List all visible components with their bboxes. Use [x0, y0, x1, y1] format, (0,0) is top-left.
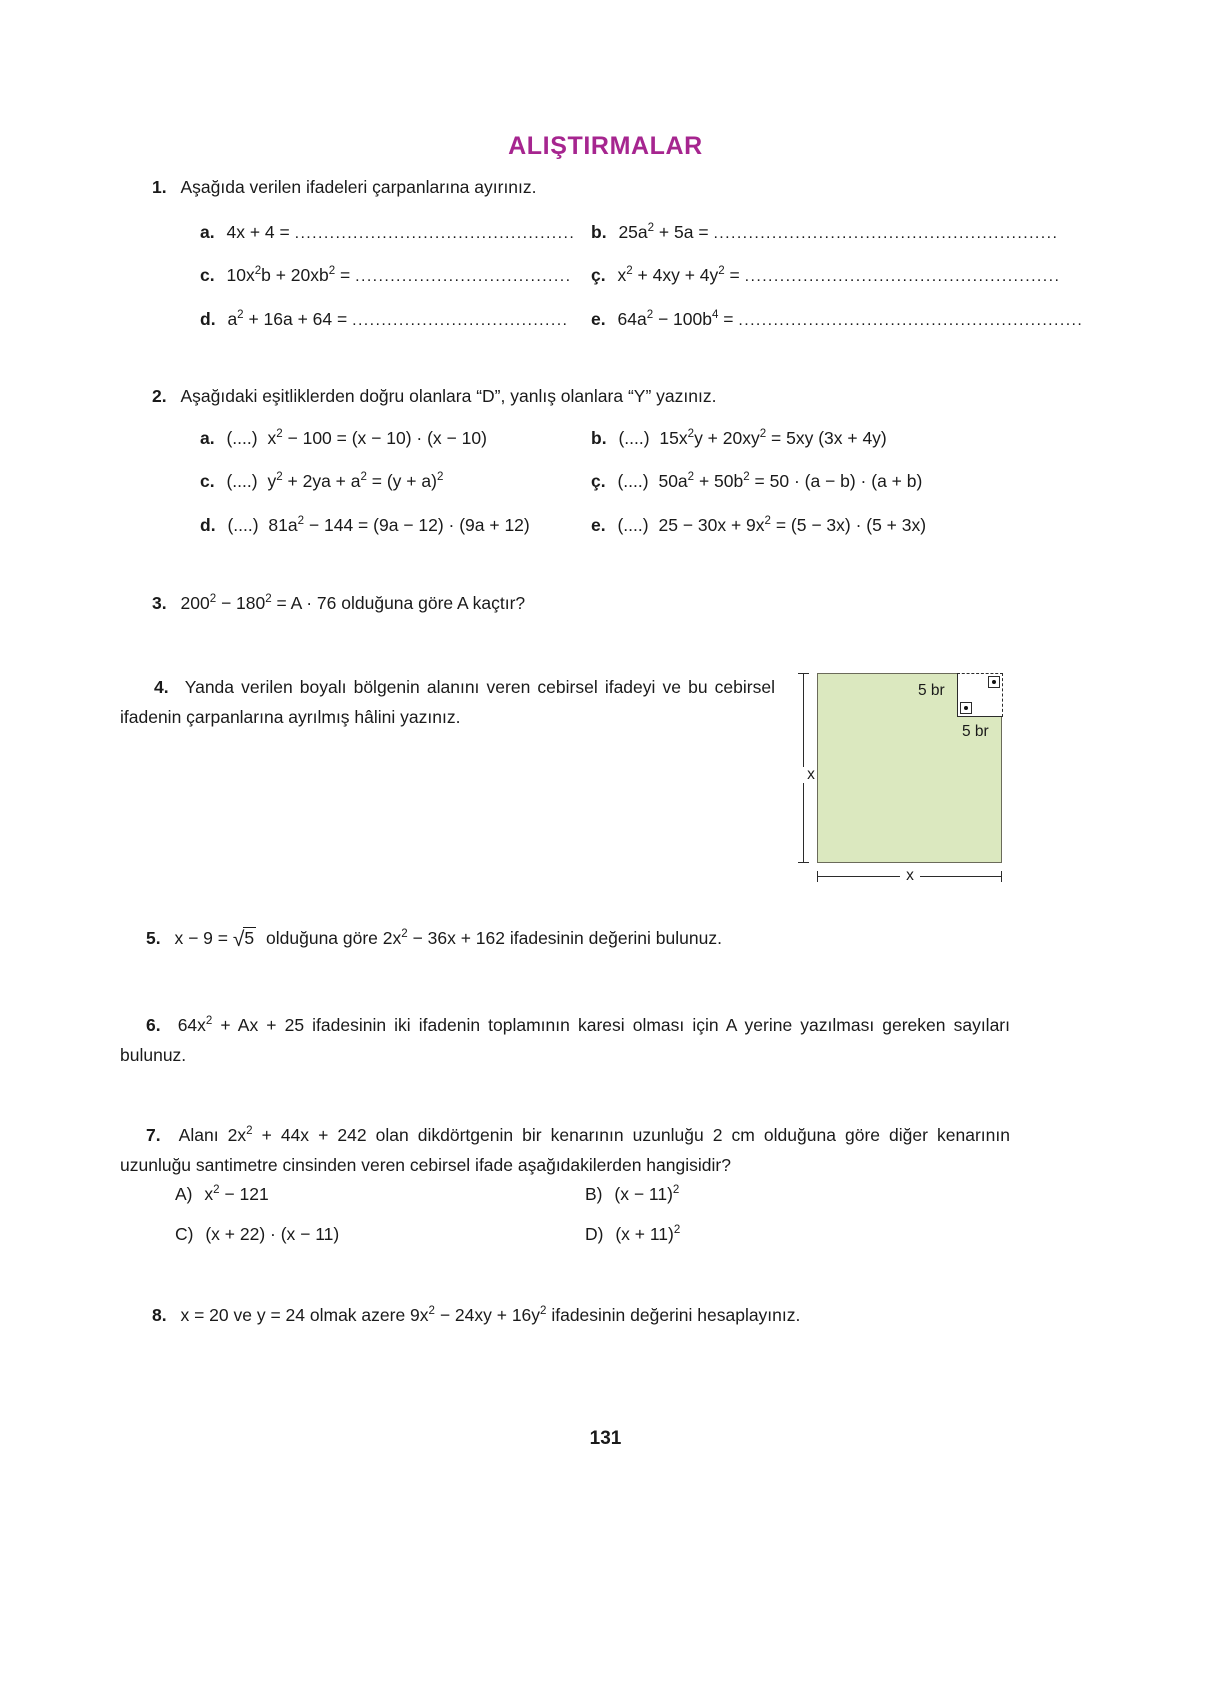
item-expression: $50a^2 + 50b^2 = 50 \cdot (a - b) \cdot (a + b)$ — [658, 471, 923, 491]
item-expression: $y^2 + 2ya + a^2 = (y + a)^2$ — [267, 471, 444, 491]
item-expression: $25 - 30x + 9x^2 = (5 - 3x) \cdot (5 + 3x)$ — [658, 515, 927, 535]
truth-blank[interactable]: (....) — [227, 515, 259, 535]
item-expression: 4x + 4 = — [226, 222, 290, 242]
answer-blank[interactable]: ..................................... — [355, 268, 572, 285]
exercise-1-item-b — [591, 222, 1058, 243]
exercise-7-number: 7. — [146, 1125, 161, 1145]
right-angle-icon — [988, 676, 1000, 688]
item-label: d. — [200, 515, 216, 535]
choice-expression: $(x - 11)^2$ — [614, 1184, 680, 1204]
exercise-1-item-c-cedil — [591, 265, 1060, 286]
item-expression: $x^2 + 4xy + 4y^2$ = — [617, 265, 740, 285]
notch-width-label: 5 br — [918, 682, 945, 699]
item-label: ç. — [591, 265, 606, 285]
exercise-2-item-d — [200, 515, 530, 536]
choice-letter: B) — [585, 1184, 603, 1204]
exercise-3 — [152, 590, 952, 617]
item-label: c. — [200, 265, 215, 285]
exercise-4-number: 4. — [154, 677, 169, 697]
exercise-1-item-a — [200, 222, 575, 243]
item-label: d. — [200, 309, 216, 329]
item-label: e. — [591, 309, 606, 329]
exercise-2-text: Aşağıdaki eşitliklerden doğru olanlara “D”, yanlış olanlara “Y” yazınız. — [180, 386, 717, 406]
page-title: ALIŞTIRMALAR — [508, 132, 703, 160]
exercise-5-number: 5. — [146, 928, 161, 948]
exercise-7-choice-b[interactable] — [585, 1184, 679, 1205]
exercise-7-choice-c[interactable] — [175, 1224, 339, 1245]
bottom-dimension-label: x — [900, 867, 920, 884]
exercise-8 — [152, 1302, 1032, 1329]
exercise-2-number: 2. — [152, 386, 167, 406]
exercise-6-number: 6. — [146, 1015, 161, 1035]
exercise-6-text: $64x^2 + Ax + 25$ ifadesinin iki ifadenin toplamının karesi olması için A yerine yazılması gereken sayıları bulunuz. — [120, 1015, 1010, 1066]
choice-letter: A) — [175, 1184, 193, 1204]
left-dimension-line — [803, 673, 815, 863]
notch-height-label: 5 br — [962, 723, 989, 740]
item-expression: $x^2 - 100 = (x - 10) \cdot (x - 10)$ — [267, 428, 487, 448]
exercise-2-item-c-cedil — [591, 471, 922, 492]
exercise-2-item-b — [591, 428, 887, 449]
exercise-7-choice-a[interactable] — [175, 1184, 269, 1205]
corner-notch — [957, 673, 1003, 717]
item-label: b. — [591, 428, 607, 448]
exercise-4-text: Yanda verilen boyalı bölgenin alanını veren cebirsel ifadeyi ve bu cebirsel ifadenin çarpanlarına ayrılmış hâlini yazınız. — [120, 677, 775, 728]
green-square — [817, 673, 1002, 863]
exercise-3-text: $200^2 - 180^2 = A \cdot 76$ olduğuna göre A kaçtır? — [180, 593, 526, 613]
exercise-2-item-c — [200, 471, 443, 492]
exercise-7-text: Alanı $2x^2 + 44x + 242$ olan dikdörtgenin bir kenarının uzunluğu 2 cm olduğuna göre diğer kenarının uzunluğu santimetre cinsinden veren cebirsel ifade aşağıdakilerden hangisidir? — [120, 1125, 1010, 1176]
choice-expression: (x + 22) · (x − 11) — [205, 1224, 340, 1244]
answer-blank[interactable]: ..................................... — [352, 312, 569, 329]
right-angle-icon — [960, 702, 972, 714]
exercise-1-text: Aşağıda verilen ifadeleri çarpanlarına ayırınız. — [180, 177, 537, 197]
left-dimension-label: x — [802, 767, 820, 783]
exercise-2-prompt — [152, 383, 982, 410]
item-label: c. — [200, 471, 215, 491]
choice-expression: $x^2 - 121$ — [204, 1184, 269, 1204]
choice-letter: C) — [175, 1224, 194, 1244]
exercise-5-text-before: x − 9 = — [174, 928, 228, 948]
shaded-square-figure — [795, 660, 1015, 895]
exercise-1-item-d — [200, 309, 568, 330]
exercise-1-item-c — [200, 265, 571, 286]
truth-blank[interactable]: (....) — [618, 428, 650, 448]
item-expression: $81a^2 - 144 = (9a - 12) \cdot (9a + 12)$ — [268, 515, 530, 535]
answer-blank[interactable]: ........................................................... — [738, 312, 1084, 329]
choice-expression: $(x + 11)^2$ — [615, 1224, 681, 1244]
radicand: 5 — [244, 928, 255, 948]
exercise-4 — [120, 672, 775, 732]
item-label: e. — [591, 515, 606, 535]
answer-blank[interactable]: ...................................................... — [744, 268, 1061, 285]
exercise-3-number: 3. — [152, 593, 167, 613]
exercise-5 — [120, 925, 970, 952]
item-label: b. — [591, 222, 607, 242]
radical-icon: √ — [232, 928, 245, 951]
exercise-2-item-e — [591, 515, 926, 536]
item-expression: $10x^2b + 20xb^2$ = — [226, 265, 351, 285]
item-label: a. — [200, 428, 215, 448]
exercise-7-choice-d[interactable] — [585, 1224, 680, 1245]
square-root — [233, 925, 256, 952]
truth-blank[interactable]: (....) — [226, 471, 258, 491]
exercise-6 — [120, 1010, 1010, 1070]
item-expression: $a^2 + 16a + 64$ = — [227, 309, 348, 329]
exercise-2-item-a — [200, 428, 487, 449]
item-label: a. — [200, 222, 215, 242]
item-expression: $25a^2 + 5a$ = — [618, 222, 709, 242]
item-label: ç. — [591, 471, 606, 491]
exercise-8-number: 8. — [152, 1305, 167, 1325]
page-number: 131 — [589, 1428, 622, 1449]
truth-blank[interactable]: (....) — [617, 515, 649, 535]
choice-letter: D) — [585, 1224, 604, 1244]
item-expression: $64a^2 - 100b^4$ = — [617, 309, 734, 329]
exercise-7 — [120, 1120, 1010, 1180]
exercise-1-number: 1. — [152, 177, 167, 197]
exercise-8-text: x = 20 ve y = 24 olmak azere $9x^2 - 24xy + 16y^2$ ifadesinin değerini hesaplayınız. — [180, 1305, 801, 1325]
exercise-1-prompt — [152, 174, 972, 201]
exercise-1-item-e — [591, 309, 1083, 330]
answer-blank[interactable]: ................................................ — [294, 225, 576, 242]
bottom-dimension-line — [817, 867, 1002, 884]
truth-blank[interactable]: (....) — [617, 471, 649, 491]
item-expression: $15x^2y + 20xy^2 = 5xy$ (3x + 4y) — [659, 428, 887, 448]
truth-blank[interactable]: (....) — [226, 428, 258, 448]
exercise-5-text-after: olduğuna göre $2x^2 - 36x + 162$ ifadesinin değerini bulunuz. — [266, 928, 722, 948]
answer-blank[interactable]: ........................................................... — [713, 225, 1059, 242]
